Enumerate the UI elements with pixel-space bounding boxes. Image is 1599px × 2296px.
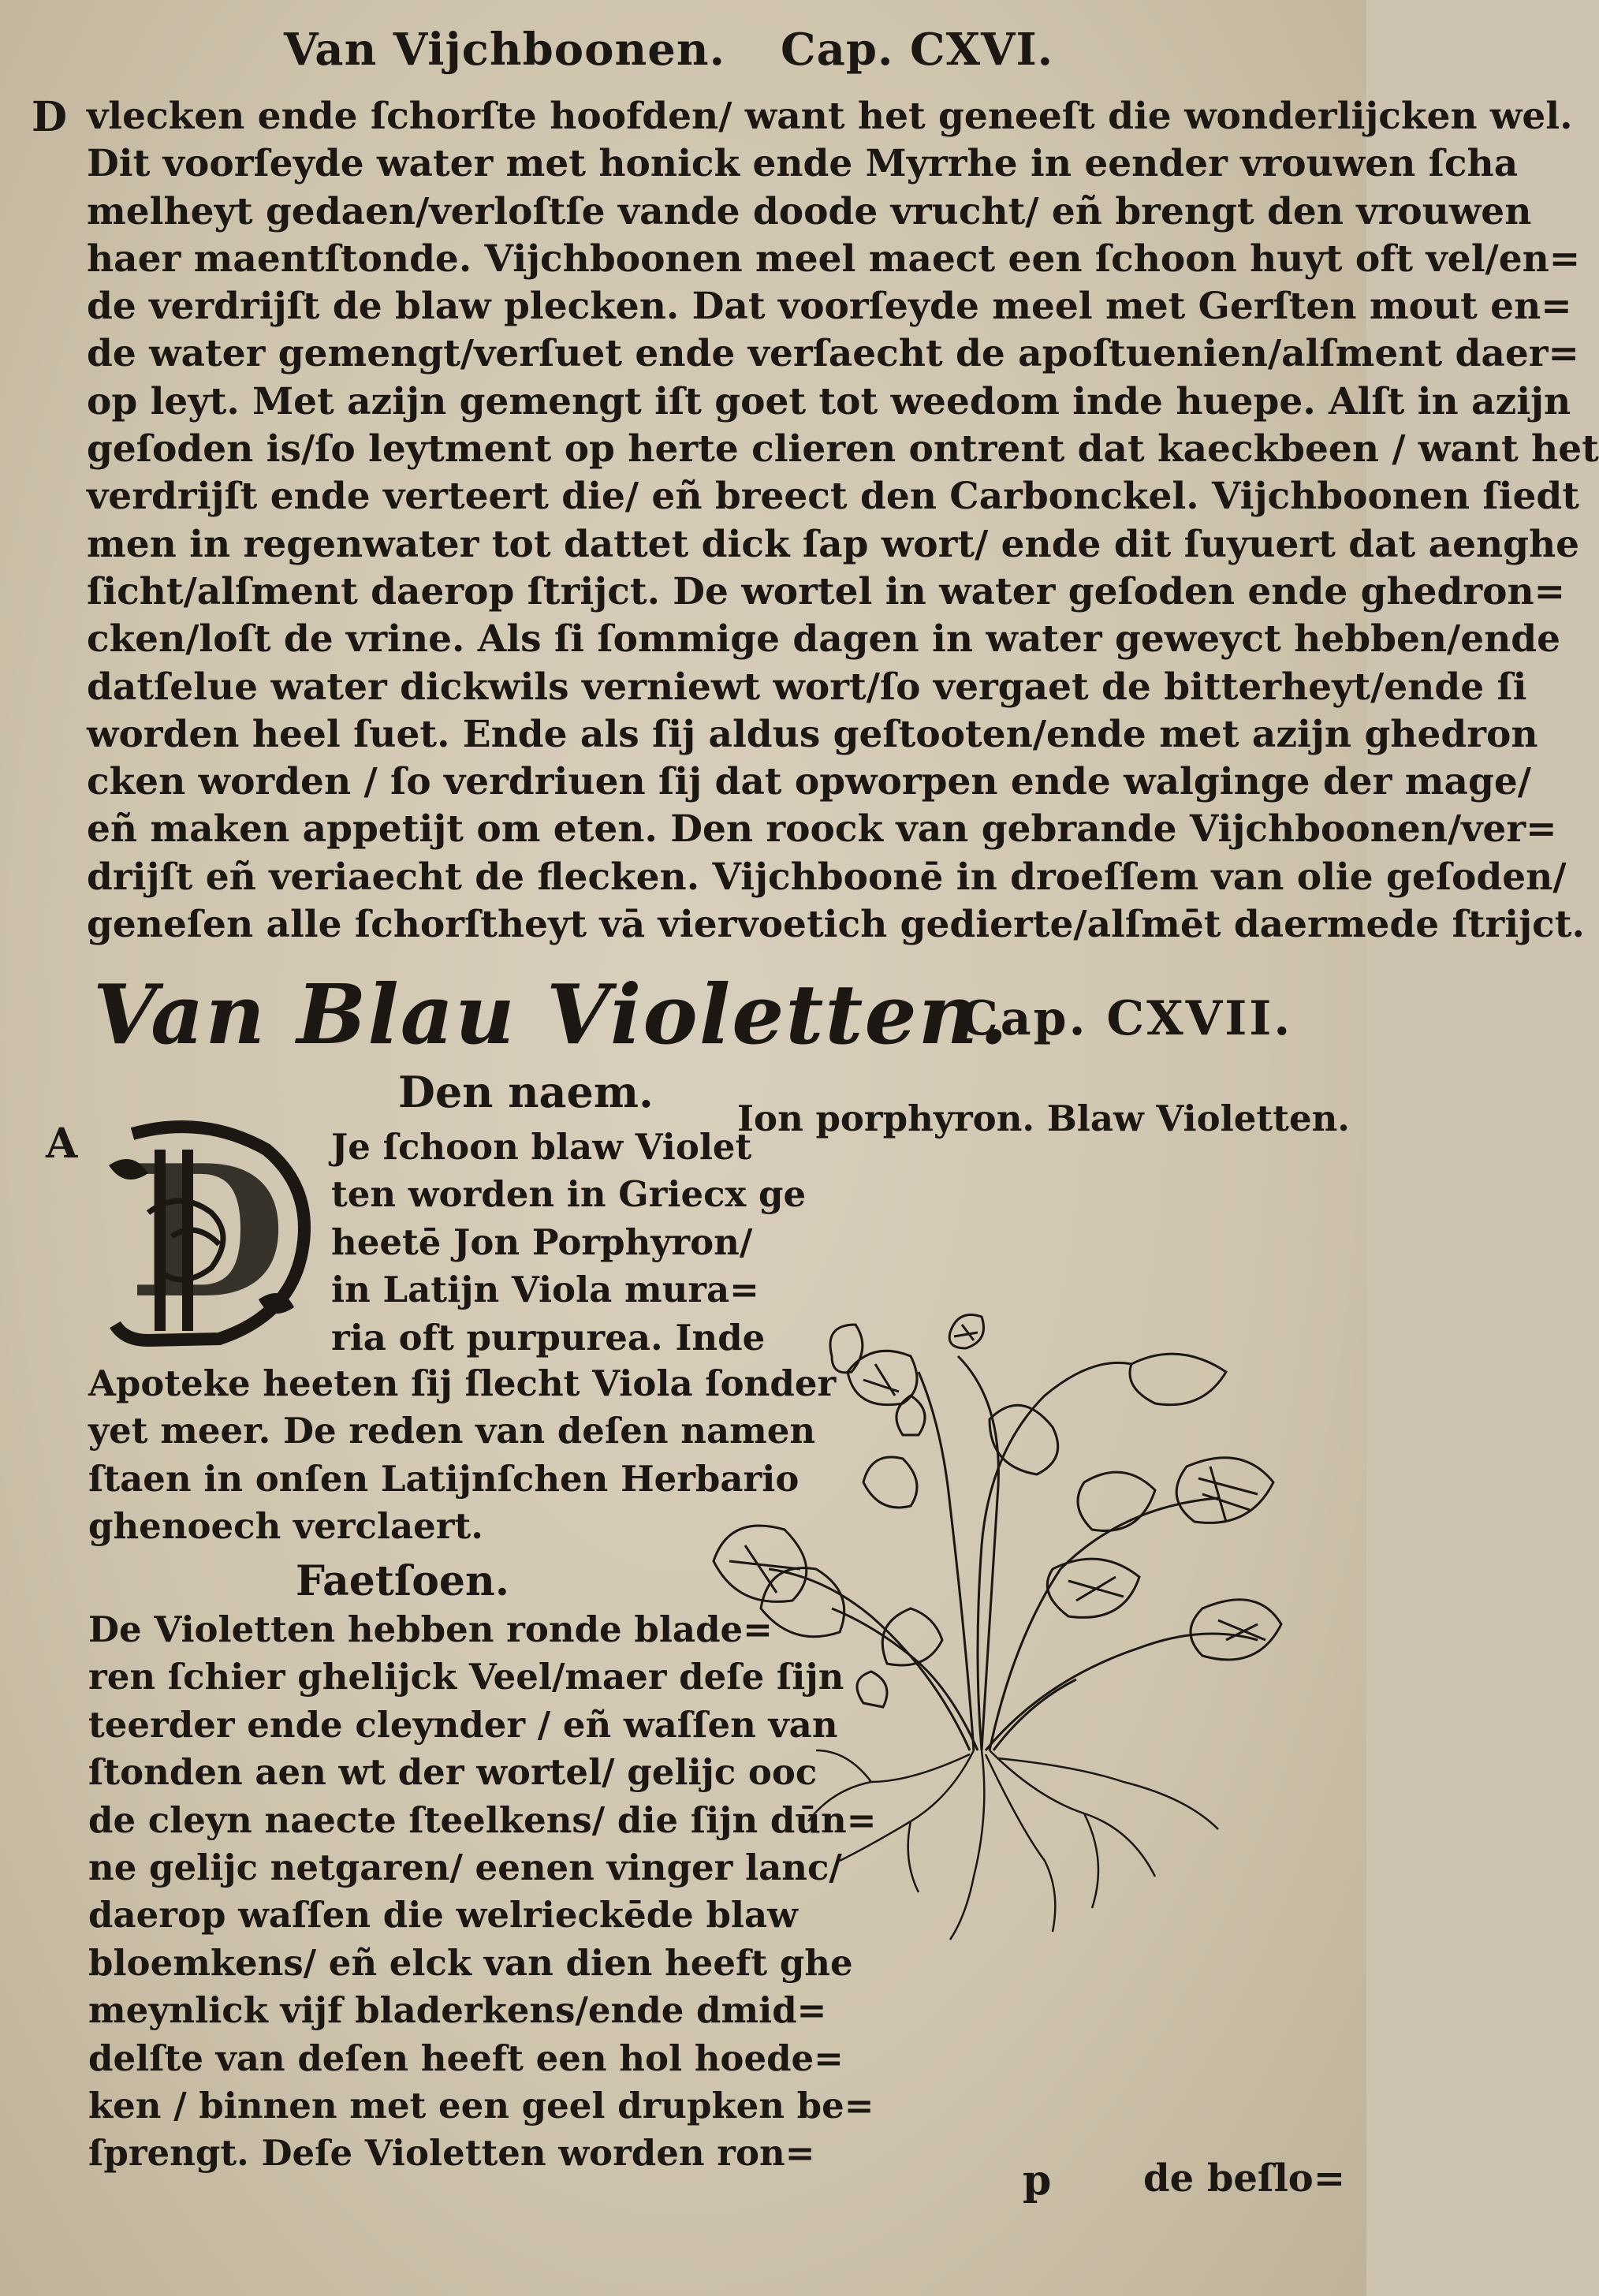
text-line: drijſt eñ veriaecht de flecken. Vijchboonē in droeſſem van olie geſoden/ bbox=[87, 855, 1567, 899]
text-line: de cleyn naecte ſteelkens/ die ſijn dūn= bbox=[88, 1798, 877, 1841]
text-line: ſprengt. Deſe Violetten worden ron= bbox=[88, 2132, 815, 2175]
text-line: ſtonden aen wt der wortel/ gelijc ooc bbox=[88, 1751, 818, 1794]
paragraph-form bbox=[88, 1606, 877, 2178]
decorated-initial bbox=[101, 1118, 314, 1347]
text-line: ria oft purpurea. Inde bbox=[331, 1316, 766, 1359]
chapter-116-continuation bbox=[87, 93, 1599, 949]
violet-flowers bbox=[830, 1315, 984, 1708]
signature-mark: p bbox=[1023, 2156, 1052, 2205]
text-line: de water gemengt/verſuet ende verſaecht de apoſtuenien/alſment daer= bbox=[87, 332, 1579, 376]
text-line: delſte van deſen heeft een hol hoede= bbox=[88, 2037, 844, 2079]
paragraph-name-rest bbox=[88, 1360, 837, 1551]
text-line: heetē Jon Porphyron/ bbox=[331, 1221, 753, 1263]
text-line: daerop waſſen die welrieckēde blaw bbox=[88, 1894, 798, 1936]
paragraph-name-top bbox=[331, 1124, 807, 1362]
chapter-title: Van Blau Violetten. bbox=[93, 966, 1010, 1063]
text-line: ten worden in Griecx ge bbox=[331, 1173, 807, 1216]
running-head bbox=[284, 24, 1104, 87]
text-line: ken / binnen met een geel drupken be= bbox=[88, 2084, 874, 2126]
text-line: bloemkens/ eñ elck van dien heeft ghe bbox=[88, 1941, 853, 1984]
roots bbox=[808, 1750, 1218, 1940]
text-line: ren ſchier ghelijck Veel/maer deſe ſijn bbox=[88, 1656, 844, 1698]
text-line: haer maentſtonde. Vijchboonen meel maect een ſchoon huyt oft vel/en= bbox=[87, 237, 1581, 281]
text-line: geneſen alle ſchorſtheyt vā viervoetich gedierte/alſmēt daermede ſtrijct. bbox=[87, 903, 1585, 947]
text-line: in Latijn Viola mura= bbox=[331, 1269, 759, 1311]
text-line: De Violetten hebben ronde blade= bbox=[88, 1608, 773, 1650]
text-line: ghenoech verclaert. bbox=[88, 1505, 483, 1548]
text-line: eñ maken appetijt om eten. Den roock van gebrande Vijchboonen/ver= bbox=[87, 807, 1557, 852]
initial-letter: D bbox=[129, 1126, 286, 1339]
margin-letter-a: A bbox=[46, 1120, 78, 1168]
text-line: datſelue water dickwils verniewt wort/ſo vergaet de bitterheyt/ende ſi bbox=[87, 665, 1527, 709]
text-line: verdrijſt ende verteert die/ eñ breect den Carbonckel. Vijchboonen ſiedt bbox=[87, 475, 1579, 519]
running-head-title: Van Vijchboonen. bbox=[284, 24, 726, 76]
chapter-heading bbox=[93, 966, 1292, 1068]
section-heading-name: Den naem. bbox=[398, 1067, 654, 1117]
running-head-chapter: Cap. CXVI. bbox=[781, 24, 1054, 76]
chapter-number: Cap. CXVII. bbox=[960, 991, 1293, 1046]
text-line: Je ſchoon blaw Violet bbox=[331, 1126, 752, 1168]
text-line: op leyt. Met azijn gemengt iſt goet tot weedom inde huepe. Alſt in azijn bbox=[87, 379, 1571, 423]
figure-caption: Ion porphyron. Blaw Violetten. bbox=[737, 1098, 1350, 1139]
text-line: ſtaen in onſen Latijnſchen Herbario bbox=[88, 1457, 800, 1500]
violet-woodcut-illustration bbox=[714, 1309, 1281, 1940]
text-line: cken/loſt de vrine. Als ſi ſommige dagen in water geweyct hebben/ende bbox=[87, 617, 1561, 662]
text-line: Apoteke heeten ſij ſlecht Viola ſonder bbox=[88, 1362, 837, 1404]
plant-stems bbox=[769, 1356, 1258, 1750]
text-line: meynlick vijf bladerkens/ende dmid= bbox=[88, 1989, 827, 2032]
text-line: teerder ende cleynder / eñ waſſen van bbox=[88, 1703, 838, 1746]
text-line: ſicht/alſment daerop ſtrijct. De wortel in water geſoden ende ghedron= bbox=[87, 569, 1566, 613]
section-heading-form: Faetſoen. bbox=[296, 1557, 509, 1605]
text-line: melheyt gedaen/verloſtſe vande doode vrucht/ eñ brengt den vrouwen bbox=[87, 189, 1532, 233]
text-line: cken worden / ſo verdriuen ſij dat opworpen ende walginge der mage/ bbox=[87, 760, 1531, 804]
text-line: yet meer. De reden van deſen namen bbox=[88, 1410, 816, 1452]
text-line: Dit voorſeyde water met honick ende Myrrhe in eender vrouwen ſcha bbox=[87, 142, 1519, 186]
text-line: vlecken ende ſchorſte hoofden/ want het geneeſt die wonderlijcken wel. bbox=[87, 95, 1573, 138]
text-line: worden heel ſuet. Ende als ſij aldus geſtooten/ende met azijn ghedron bbox=[87, 712, 1538, 756]
text-line: men in regenwater tot dattet dick ſap wort/ ende dit ſuyuert dat aenghe bbox=[87, 522, 1580, 566]
text-line: geſoden is/ſo leytment op herte clieren ontrent dat kaeckbeen / want het bbox=[87, 427, 1599, 472]
margin-letter-d: D bbox=[32, 93, 68, 141]
text-line: de verdrijſt de blaw plecken. Dat voorſeyde meel met Gerſten mout en= bbox=[87, 285, 1572, 329]
text-line: ne gelijc netgaren/ eenen vinger lanc/ bbox=[88, 1846, 842, 1888]
catchword: de beſlo= bbox=[1143, 2156, 1346, 2201]
